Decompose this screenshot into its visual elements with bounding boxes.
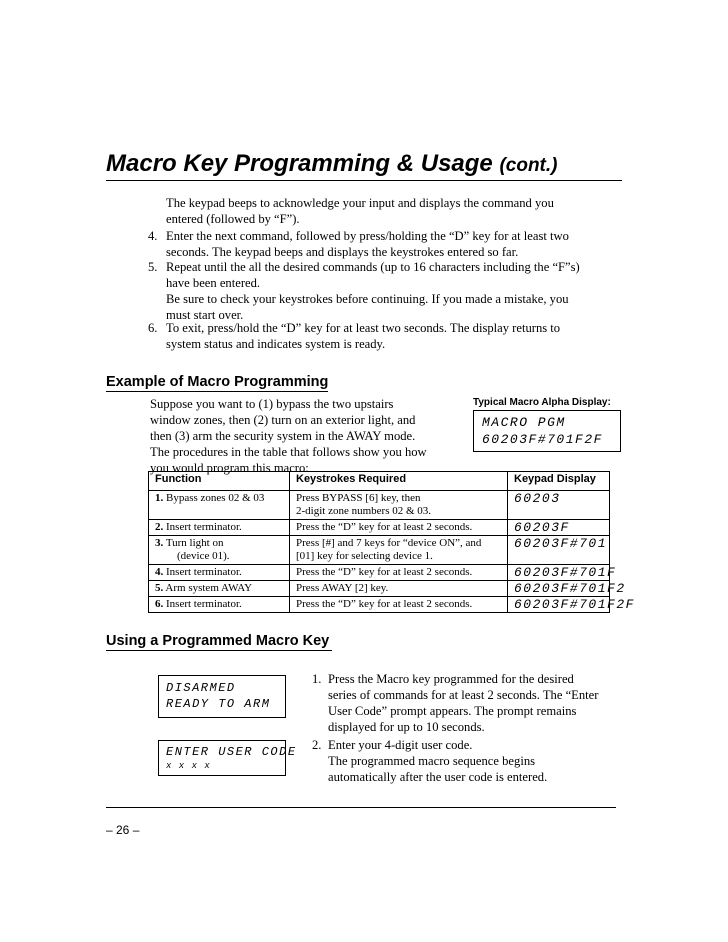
step-6-number: 6.: [148, 321, 158, 335]
display-cell: 60203F#701F2: [508, 581, 610, 597]
lcd-line: MACRO PGM: [482, 415, 566, 430]
step-4-number: 4.: [148, 229, 158, 243]
keys-text: 2-digit zone numbers 02 & 03.: [296, 505, 432, 517]
table-row: [149, 520, 610, 536]
keys-text: Press [#] and 7 keys for “device ON”, and: [296, 537, 482, 549]
row-number: 5.: [155, 582, 164, 594]
using-step-2-text: [328, 737, 547, 785]
step-5-text: [166, 259, 580, 323]
display-cell: 60203F: [508, 520, 610, 536]
step-6-text: [166, 320, 560, 352]
keys-text: Press BYPASS [6] key, then: [296, 492, 421, 504]
page-title-main: Macro Key Programming & Usage: [106, 150, 493, 177]
lcd-line: x x x x: [166, 761, 211, 771]
keys-cell: [290, 536, 508, 565]
table-row: [149, 581, 610, 597]
row-number: 4.: [155, 566, 164, 578]
step-line: User Code” prompt appears. The prompt remains: [328, 704, 577, 718]
page-title-suffix: (cont.): [499, 155, 558, 176]
keys-text: Press the “D” key for at least 2 seconds.: [296, 598, 473, 610]
step-line: system status and indicates system is ready.: [166, 337, 386, 351]
title-rule: [106, 180, 622, 181]
lcd-line: 60203F#701F2F: [482, 432, 603, 447]
step-note: must start over.: [166, 308, 244, 322]
function-text: Insert terminator.: [166, 598, 242, 610]
intro-continuation: [166, 195, 554, 227]
row-number: 3.: [155, 537, 164, 549]
display-cell: 60203F#701F2F: [508, 597, 610, 613]
step-line: series of commands for at least 2 seconds. The “Enter: [328, 688, 599, 702]
keys-cell: [290, 520, 508, 536]
function-cell: [149, 491, 290, 520]
function-cell: [149, 565, 290, 581]
paragraph-line: then (3) arm the security system in the AWAY mode.: [150, 429, 416, 443]
header-function: Function: [149, 472, 290, 491]
keys-text: Press AWAY [2] key.: [296, 582, 389, 594]
keys-text: Press the “D” key for at least 2 seconds.: [296, 566, 473, 578]
step-line: Enter the next command, followed by press/holding the “D” key for at least two: [166, 229, 569, 243]
step-line: have been entered.: [166, 276, 261, 290]
using-step-1-number: 1.: [312, 672, 322, 686]
table-row: [149, 536, 610, 565]
intro-line: The keypad beeps to acknowledge your input and displays the command you: [166, 196, 554, 210]
function-text: Turn light on: [165, 537, 224, 549]
lcd-line: DISARMED: [166, 681, 236, 695]
row-number: 6.: [155, 598, 164, 610]
using-heading-rule: [106, 650, 332, 651]
function-text: Insert terminator.: [166, 566, 242, 578]
header-keystrokes: Keystrokes Required: [290, 472, 508, 491]
table-row: [149, 491, 610, 520]
keys-cell: [290, 597, 508, 613]
paragraph-line: you would program this macro:: [150, 461, 309, 475]
step-4-text: [166, 228, 569, 260]
paragraph-line: The procedures in the table that follows show you how: [150, 445, 427, 459]
footer-rule: [106, 807, 616, 808]
keys-text: [01] key for selecting device 1.: [296, 550, 433, 562]
macro-table: [148, 471, 635, 613]
step-5-number: 5.: [148, 260, 158, 274]
step-note: Be sure to check your keystrokes before continuing. If you made a mistake, you: [166, 292, 569, 306]
page-number: – 26 –: [106, 823, 140, 837]
function-text: Bypass zones 02 & 03: [166, 492, 265, 504]
intro-line: entered (followed by “F”).: [166, 212, 300, 226]
header-display: Keypad Display: [508, 472, 610, 491]
using-step-2-number: 2.: [312, 738, 322, 752]
step-line: Repeat until the all the desired commands (up to 16 characters including the “F”s): [166, 260, 580, 274]
table-row: [149, 565, 610, 581]
keys-cell: [290, 581, 508, 597]
macro-alpha-display: [473, 410, 621, 452]
lcd-disarmed: [158, 675, 286, 718]
step-line: automatically after the user code is entered.: [328, 770, 548, 784]
display-cell: 60203: [508, 491, 610, 520]
function-cell: [149, 520, 290, 536]
function-cell: [149, 597, 290, 613]
step-line: Enter your 4-digit user code.: [328, 738, 473, 752]
lcd-enter-code: [158, 740, 297, 776]
function-text: Arm system AWAY: [165, 582, 253, 594]
paragraph-line: Suppose you want to (1) bypass the two upstairs: [150, 397, 394, 411]
keys-cell: [290, 491, 508, 520]
function-cell: [149, 581, 290, 597]
lcd-line: ENTER USER CODE: [166, 745, 297, 759]
lcd-line: READY TO ARM: [166, 697, 271, 711]
row-number: 2.: [155, 521, 164, 533]
page-title: [106, 150, 558, 178]
example-paragraph: [150, 396, 427, 476]
step-line: To exit, press/hold the “D” key for at least two seconds. The display returns to: [166, 321, 561, 335]
step-line: seconds. The keypad beeps and displays the keystrokes entered so far.: [166, 245, 519, 259]
step-line: Press the Macro key programmed for the desired: [328, 672, 574, 686]
function-cell: [149, 536, 290, 565]
step-line: displayed for up to 10 seconds.: [328, 720, 485, 734]
step-line: The programmed macro sequence begins: [328, 754, 536, 768]
function-text: Insert terminator.: [166, 521, 242, 533]
using-heading: Using a Programmed Macro Key: [106, 633, 330, 649]
macro-display-caption: Typical Macro Alpha Display:: [473, 397, 611, 408]
table-row: [149, 597, 610, 613]
keys-text: Press the “D” key for at least 2 seconds.: [296, 521, 473, 533]
display-cell: 60203F#701: [508, 536, 610, 565]
function-text: (device 01).: [177, 550, 230, 562]
row-number: 1.: [155, 492, 164, 504]
example-heading-rule: [106, 391, 328, 392]
display-cell: 60203F#701F: [508, 565, 610, 581]
paragraph-line: window zones, then (2) turn on an exterior light, and: [150, 413, 416, 427]
keys-cell: [290, 565, 508, 581]
using-step-1-text: [328, 671, 598, 735]
example-heading: Example of Macro Programming: [106, 374, 329, 390]
table-header-row: [149, 472, 610, 491]
